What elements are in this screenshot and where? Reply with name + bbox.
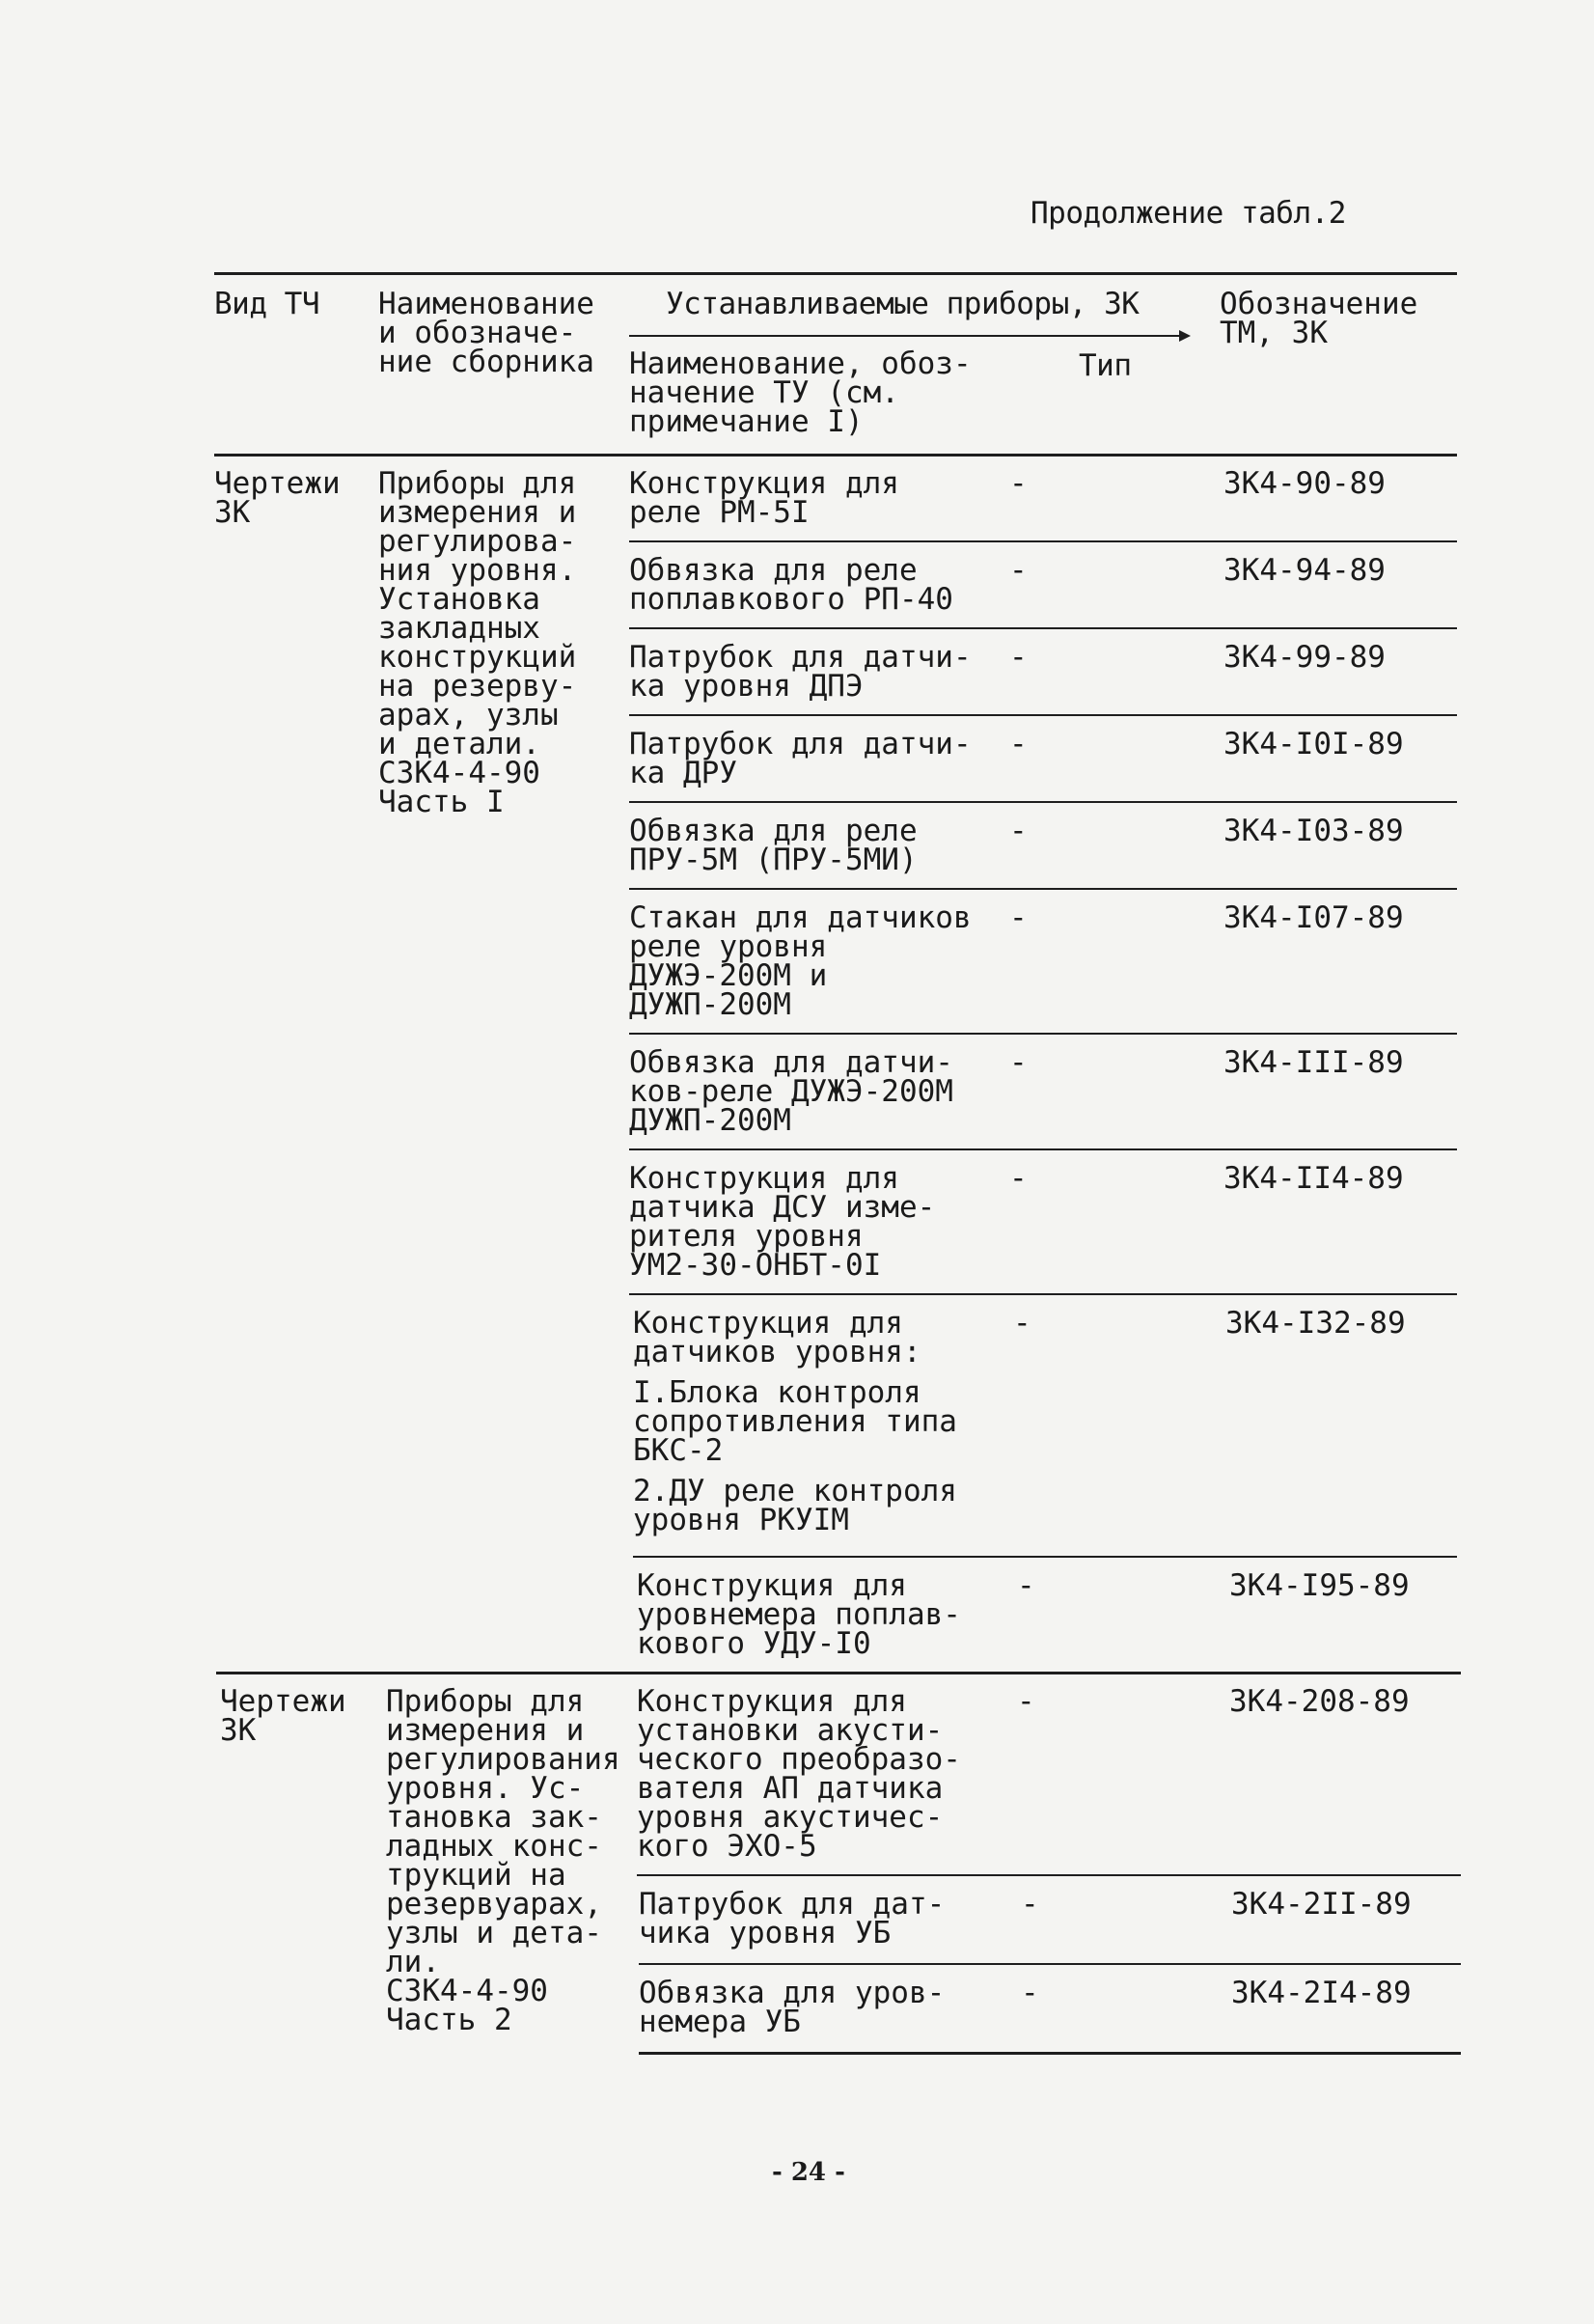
header-group-installed: Устанавливаемые приборы, ЗК [666,287,1140,321]
header-col-name-line: Наименование, обоз- [629,346,972,381]
group1-collection-line: арах, узлы [378,698,559,733]
row-name [629,814,918,877]
row-name [629,466,899,530]
row-name-line: реле РМ-5I [629,495,810,530]
group1-collection-line: регулирова- [378,524,577,559]
group1-collection-line: и детали. [378,727,540,761]
group1-collection-line: Часть I [378,785,505,819]
group2-collection-line: ли. [386,1945,440,1979]
group2-collection-line: измерения и [386,1713,585,1748]
row-code: ЗК4-94-89 [1223,553,1386,588]
row-name-line: ка ДРУ [629,756,737,790]
group2-collection-line: ладных конс- [386,1829,602,1864]
group1-collection-line: конструкций [378,640,577,675]
row-name-line: вателя АП датчика [637,1771,944,1806]
row-name-line: Обвязка для реле [629,814,918,848]
row-name-line: кового УДУ-I0 [637,1626,871,1661]
continuation-label: Продолжение табл.2 [1031,196,1346,231]
row-name-line: УМ2-30-ОНБТ-0I [629,1248,882,1283]
row-code: ЗК4-208-89 [1229,1684,1410,1719]
row-code: ЗК4-I07-89 [1223,900,1404,935]
group2-collection-line: тановка зак- [386,1800,602,1835]
row-name-line: немера УБ [639,2005,801,2039]
row-code: ЗК4-I03-89 [1223,814,1404,848]
row-code: ЗК4-90-89 [1223,466,1386,501]
group2-collection-line: СЗК4-4-90 [386,1974,548,2008]
table-bottom-rule [639,2052,1461,2055]
row-name [629,640,972,704]
row-rule [629,627,1457,629]
row-type: - [1017,1568,1035,1603]
group1-collection-line: Приборы для [378,466,577,501]
group2-collection-line: узлы и дета- [386,1916,602,1950]
row-name-line: Обвязка для уров- [639,1976,946,2010]
header-col-designation-line: ТМ, ЗК [1220,316,1328,350]
row-name-line: I.Блока контроля [633,1375,921,1410]
header-col-designation-line: Обозначение [1220,287,1418,321]
row-name-line: чика уровня УБ [639,1916,892,1950]
row-name [629,900,972,1022]
row-rule [629,1033,1457,1035]
header-col-collection-line: и обозначе- [378,316,577,350]
row-name-line: 2.ДУ реле контроля [633,1474,957,1508]
header-col-name-line: примечание I) [629,404,864,439]
row-code: ЗК4-2II-89 [1231,1887,1412,1922]
group1-collection-line: Установка [378,582,540,617]
row-name [629,553,953,617]
group1-collection [378,466,577,819]
row-name-line: сопротивления типа [633,1404,957,1439]
row-name-line: ПРУ-5М (ПРУ-5МИ) [629,843,918,877]
row-name-line: Стакан для датчиков [629,900,972,935]
row-name [637,1568,961,1661]
header-col-collection-line: ние сборника [378,345,594,379]
group1-collection-line: закладных [378,611,540,646]
row-name [639,1976,946,2039]
group2-collection-line: трукций на [386,1858,566,1893]
row-type: - [1013,1306,1031,1341]
group1-kind [214,466,341,530]
row-name [637,1684,961,1864]
row-name-line: Обвязка для реле [629,553,918,588]
row-name-line: Конструкция для [629,1161,899,1196]
group1-kind-line: Чертежи [214,466,341,501]
header-col-kind: Тип [1079,348,1132,383]
header-top-rule [214,272,1457,275]
row-name-line: реле уровня [629,929,828,964]
row-name-line: Патрубок для датчи- [629,727,972,761]
row-type: - [1009,727,1028,761]
row-name-line: уровнемера поплав- [637,1597,961,1632]
header-col-type: Вид ТЧ [214,287,319,321]
row-name-line: Конструкция для [633,1306,903,1341]
header-col-designation [1220,287,1418,350]
header-col-name [629,346,972,439]
row-name-line: Патрубок для дат- [639,1887,946,1922]
row-rule [629,801,1457,803]
row-name-line: Конструкция для [637,1684,907,1719]
row-name-line: датчиков уровня: [633,1335,921,1370]
group2-collection-line: Часть 2 [386,2003,512,2037]
row-name-line: датчика ДСУ изме- [629,1190,936,1225]
group1-kind-line: ЗК [214,495,251,530]
group2-kind [220,1684,346,1748]
row-type: - [1009,814,1028,848]
row-rule [629,714,1457,716]
group1-collection-line: СЗК4-4-90 [378,756,540,790]
row-rule [629,1148,1457,1150]
group2-collection [386,1684,620,2037]
row-code: ЗК4-III-89 [1223,1045,1404,1080]
row-name-line: уровня РКУIМ [633,1503,849,1537]
header-col-collection [378,287,594,379]
row-name-line: Конструкция для [629,466,899,501]
group1-collection-line: на резерву- [378,669,577,704]
row-rule [629,1293,1457,1295]
row-code: ЗК4-I0I-89 [1223,727,1404,761]
group1-collection-line: измерения и [378,495,577,530]
row-code: ЗК4-2I4-89 [1231,1976,1412,2010]
group2-collection-line: Приборы для [386,1684,585,1719]
header-col-name-line: начение ТУ (см. [629,375,899,410]
row-type: - [1021,1976,1039,2010]
row-name-line: уровня акустичес- [637,1800,944,1835]
row-type: - [1009,466,1028,501]
row-name-line: установки акусти- [637,1713,944,1748]
row-name-line: ка уровня ДПЭ [629,669,864,704]
header-col-collection-line: Наименование [378,287,594,321]
row-name-line: БКС-2 [633,1433,724,1468]
row-name-line: ДУЖЭ-200М и [629,958,828,993]
row-name-line: ДУЖП-200М [629,987,791,1022]
row-code: ЗК4-II4-89 [1223,1161,1404,1196]
row-name-line: ков-реле ДУЖЭ-200М [629,1074,953,1109]
row-name-line: Патрубок для датчи- [629,640,972,675]
row-name-line: ДУЖП-200М [629,1103,791,1138]
row-type: - [1009,640,1028,675]
row-rule [629,888,1457,890]
row-rule [629,540,1457,542]
group2-collection-line: регулирования [386,1742,620,1777]
row-type: - [1009,1045,1028,1080]
row-name-line: Обвязка для датчи- [629,1045,953,1080]
row-code: ЗК4-99-89 [1223,640,1386,675]
row-name [629,1161,936,1283]
row-type: - [1009,1161,1028,1196]
row-name [639,1887,946,1950]
group2-kind-line: Чертежи [220,1684,346,1719]
group2-collection-line: резервуарах, [386,1887,602,1922]
row-type: - [1021,1887,1039,1922]
group2-kind-line: ЗК [220,1713,257,1748]
row-type: - [1009,553,1028,588]
row-name [633,1306,957,1537]
group2-collection-line: уровня. Ус- [386,1771,585,1806]
header-bottom-rule [214,454,1457,456]
row-code: ЗК4-I32-89 [1225,1306,1406,1341]
row-type: - [1009,900,1028,935]
group-separator-rule [216,1672,1461,1674]
row-name [629,727,972,790]
page-number: - 24 - [772,2158,845,2187]
row-name [629,1045,953,1138]
group1-collection-line: ния уровня. [378,553,577,588]
row-name-line: рителя уровня [629,1219,864,1254]
header-group-arrow [629,335,1189,337]
row-rule [633,1556,1457,1558]
row-code: ЗК4-I95-89 [1229,1568,1410,1603]
row-name-line: ческого преобразо- [637,1742,961,1777]
row-rule [639,1963,1461,1965]
row-type: - [1017,1684,1035,1719]
row-rule [637,1874,1461,1876]
row-name-line: кого ЭХО-5 [637,1829,817,1864]
row-name-line: поплавкового РП-40 [629,582,953,617]
row-name-line: Конструкция для [637,1568,907,1603]
